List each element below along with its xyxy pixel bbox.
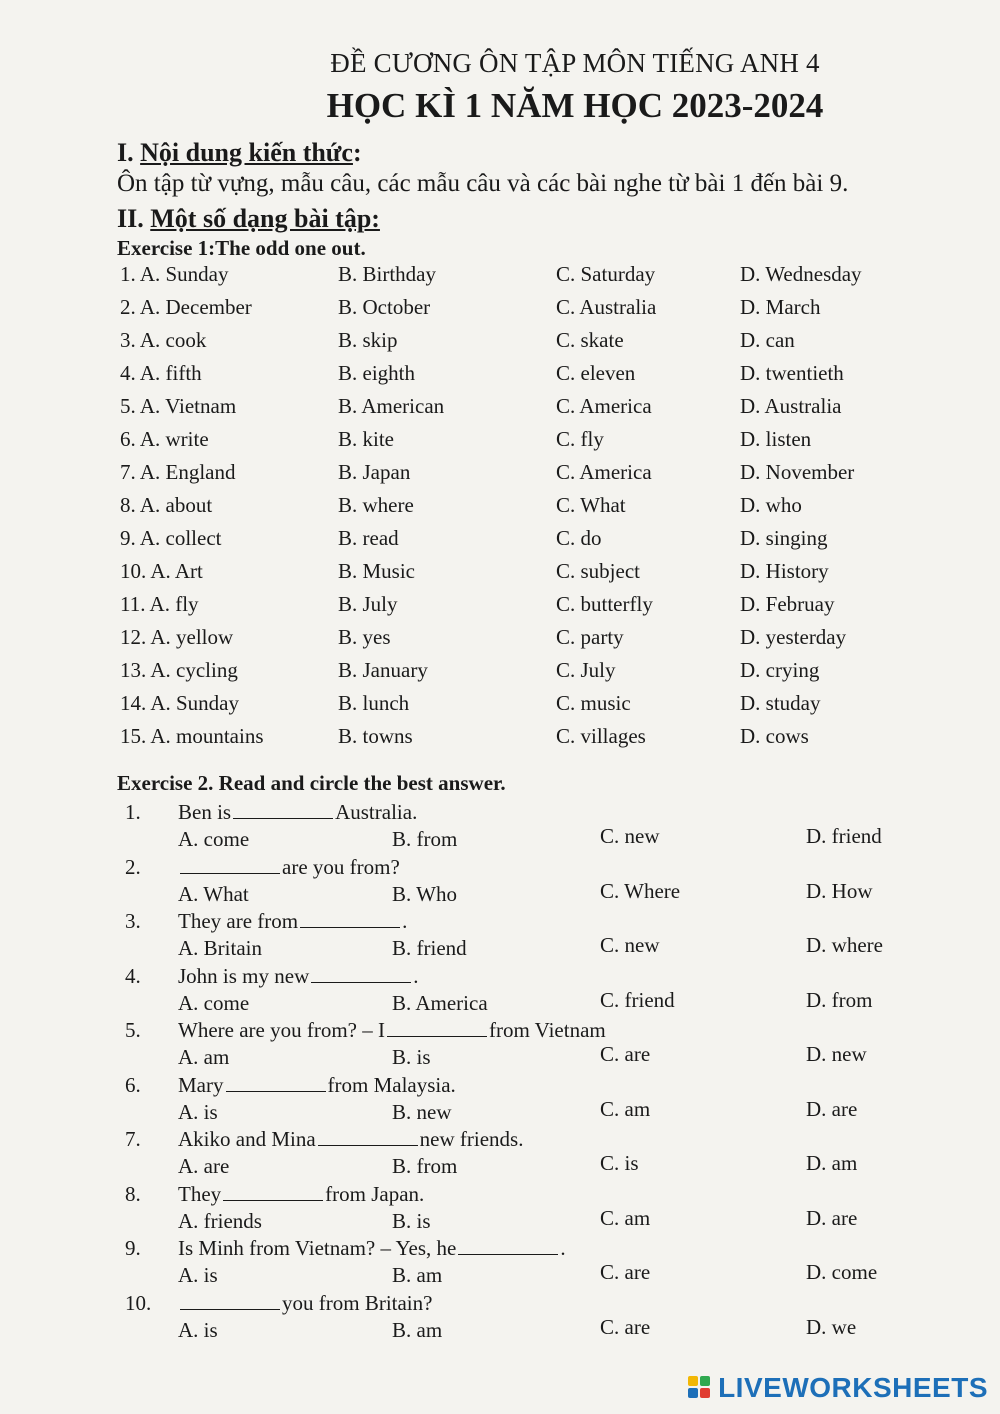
option-a[interactable]: 15. A. mountains [120, 724, 264, 748]
option-c[interactable]: C. July [556, 658, 616, 682]
option-c[interactable]: C. are [600, 1260, 651, 1284]
option-b[interactable]: B. from [392, 827, 458, 851]
question-text-after: from Vietnam [488, 1018, 606, 1042]
option-a[interactable]: 11. A. fly [120, 592, 199, 616]
option-d[interactable]: D. am [806, 1151, 858, 1175]
exercise-1-row [0, 295, 1000, 327]
option-d[interactable]: D. singing [740, 526, 828, 550]
option-c[interactable]: C. fly [556, 427, 604, 451]
option-b[interactable]: B. America [392, 990, 488, 1015]
option-c[interactable]: C. new [600, 824, 660, 848]
section-2-heading [117, 204, 380, 234]
exercise-1-row [0, 691, 1000, 723]
question-text-before: They [178, 1181, 222, 1206]
question-text-after: Australia. [335, 800, 418, 824]
question-number: 2. [125, 854, 141, 879]
option-b[interactable]: B. kite [338, 427, 394, 451]
question-stem [178, 1182, 424, 1207]
option-d[interactable]: D. listen [740, 427, 812, 451]
option-d[interactable]: D. Februay [740, 592, 835, 616]
option-b[interactable]: B. Birthday [338, 262, 436, 286]
option-a[interactable]: 4. A. fifth [120, 361, 202, 385]
exercise-2-title: Exercise 2. Read and circle the best answer. [117, 771, 506, 795]
logo-square-4 [700, 1388, 710, 1398]
exercise-1-row [0, 361, 1000, 393]
option-a[interactable]: A. is [178, 1099, 218, 1124]
option-c[interactable]: C. Where [600, 878, 681, 903]
option-b[interactable]: B. from [392, 1154, 458, 1178]
question-text-after: from Malaysia. [327, 1072, 456, 1097]
section-1-heading [117, 138, 362, 168]
option-b[interactable]: B. is [392, 1045, 431, 1069]
option-d[interactable]: D. crying [740, 658, 820, 682]
option-a[interactable]: 3. A. cook [120, 328, 207, 352]
option-a[interactable]: A. What [178, 881, 249, 906]
option-c[interactable]: C. villages [556, 724, 646, 748]
question-number: 6. [125, 1072, 141, 1097]
question-stem [178, 1236, 566, 1261]
question-text-before: They are from [178, 909, 299, 933]
option-c[interactable]: C. am [600, 1096, 651, 1121]
exercise-1-row [0, 658, 1000, 690]
question-text-before: John is my new [178, 963, 310, 988]
question-text-before: Where are you from? – I [178, 1018, 385, 1042]
option-b[interactable]: B. October [338, 295, 431, 319]
option-c[interactable]: C. America [556, 394, 652, 418]
section-1-colon: : [352, 138, 362, 167]
question-stem [178, 964, 419, 989]
option-b[interactable]: B. am [392, 1263, 443, 1287]
exercise-1-row [0, 493, 1000, 525]
answer-blank[interactable] [300, 913, 400, 928]
option-d[interactable]: D. November [740, 460, 855, 484]
answer-blank[interactable] [180, 859, 280, 874]
question-number: 8. [125, 1181, 141, 1206]
liveworksheets-logo [688, 1372, 988, 1404]
answer-blank[interactable] [180, 1295, 280, 1310]
option-c[interactable]: C. Australia [556, 295, 657, 319]
option-b[interactable]: B. friend [392, 936, 467, 960]
option-c[interactable]: C. Saturday [556, 262, 656, 286]
question-stem [178, 855, 400, 880]
option-a[interactable]: 9. A. collect [120, 526, 222, 550]
option-a[interactable]: 7. A. England [120, 460, 236, 484]
answer-blank[interactable] [233, 804, 333, 819]
exercise-1-row [0, 559, 1000, 591]
title-line-1: ĐỀ CƯƠNG ÔN TẬP MÔN TIẾNG ANH 4 [330, 48, 820, 78]
option-b[interactable]: B. Music [338, 559, 416, 583]
exercise-1-row [0, 394, 1000, 426]
option-a[interactable]: A. come [178, 990, 250, 1015]
answer-blank[interactable] [318, 1131, 418, 1146]
logo-square-1 [688, 1376, 698, 1386]
option-a[interactable]: A. friends [178, 1208, 262, 1233]
question-text-before: Mary [178, 1072, 224, 1097]
option-d[interactable]: D. How [806, 878, 873, 903]
option-b[interactable]: B. Who [392, 881, 457, 906]
exercise-1-row [0, 460, 1000, 492]
question-text-after: are you from? [282, 854, 400, 879]
exercise-1-row [0, 328, 1000, 360]
answer-blank[interactable] [223, 1186, 323, 1201]
option-c[interactable]: C. music [556, 691, 631, 715]
title-line-2: HỌC KÌ 1 NĂM HỌC 2023-2024 [326, 86, 824, 125]
question-stem [178, 1073, 456, 1098]
option-d[interactable]: D. new [806, 1042, 867, 1066]
option-b[interactable]: B. July [338, 592, 398, 616]
section-1-body: Ôn tập từ vựng, mẫu câu, các mẫu câu và các bài nghe từ bài 1 đến bài 9. [117, 170, 849, 197]
option-b[interactable]: B. January [338, 658, 428, 682]
question-number: 1. [125, 800, 141, 824]
option-d[interactable]: D. Australia [740, 394, 842, 418]
option-d[interactable]: D. from [806, 987, 873, 1012]
option-a[interactable]: A. come [178, 827, 250, 851]
exercise-1-row [0, 526, 1000, 558]
section-2-title: Một số dạng bài tập: [150, 204, 380, 233]
question-text-before: Is Minh from Vietnam? – Yes, he [178, 1236, 457, 1260]
question-stem [178, 1018, 606, 1043]
option-a[interactable]: 6. A. write [120, 427, 209, 451]
option-d[interactable]: D. History [740, 559, 829, 583]
question-text-after: . [413, 963, 419, 988]
option-d[interactable]: D. studay [740, 691, 821, 715]
option-a[interactable]: 14. A. Sunday [120, 691, 240, 715]
exercise-1-row [0, 724, 1000, 756]
question-stem [178, 1127, 523, 1152]
option-c[interactable]: C. do [556, 526, 602, 550]
liveworksheets-logo-icon [688, 1376, 712, 1400]
question-number: 9. [125, 1236, 141, 1260]
exercise-1-row [0, 625, 1000, 657]
option-d[interactable]: D. yesterday [740, 625, 847, 649]
option-b[interactable]: B. eighth [338, 361, 415, 385]
answer-blank[interactable] [387, 1022, 487, 1037]
option-d[interactable]: D. we [806, 1314, 857, 1339]
question-stem [178, 909, 407, 934]
option-a[interactable]: 12. A. yellow [120, 625, 234, 649]
option-d[interactable]: D. cows [740, 724, 809, 748]
option-a[interactable]: A. Britain [178, 936, 262, 960]
option-d[interactable]: D. can [740, 328, 795, 352]
option-d[interactable]: D. where [806, 933, 883, 957]
question-stem [178, 1291, 432, 1316]
option-a[interactable]: A. is [178, 1317, 218, 1342]
option-b[interactable]: B. yes [338, 625, 391, 649]
option-d[interactable]: D. twentieth [740, 361, 844, 385]
option-c[interactable]: C. friend [600, 987, 675, 1012]
exercise-1-title: Exercise 1:The odd one out. [117, 236, 366, 260]
question-text-after: . [560, 1236, 566, 1260]
option-b[interactable]: B. Japan [338, 460, 411, 484]
option-b[interactable]: B. read [338, 526, 399, 550]
option-b[interactable]: B. is [392, 1208, 431, 1233]
question-number: 10. [125, 1290, 152, 1315]
logo-square-3 [688, 1388, 698, 1398]
logo-square-2 [700, 1376, 710, 1386]
option-c[interactable]: C. subject [556, 559, 640, 583]
section-2-number: II. [117, 204, 144, 233]
exercise-1-row [0, 427, 1000, 459]
question-number: 3. [125, 909, 141, 933]
option-c[interactable]: C. party [556, 625, 624, 649]
option-d[interactable]: D. are [806, 1205, 858, 1230]
option-d[interactable]: D. come [806, 1260, 878, 1284]
option-a[interactable]: 8. A. about [120, 493, 213, 517]
option-b[interactable]: B. new [392, 1099, 452, 1124]
answer-blank[interactable] [226, 1077, 326, 1092]
option-a[interactable]: 5. A. Vietnam [120, 394, 237, 418]
option-c[interactable]: C. butterfly [556, 592, 653, 616]
question-stem [178, 800, 417, 825]
question-number: 5. [125, 1018, 141, 1042]
question-text-after: . [402, 909, 408, 933]
option-b[interactable]: B. towns [338, 724, 413, 748]
option-d[interactable]: D. are [806, 1096, 858, 1121]
option-b[interactable]: B. where [338, 493, 414, 517]
option-c[interactable]: C. are [600, 1314, 651, 1339]
exercise-1-row [0, 262, 1000, 294]
option-d[interactable]: D. friend [806, 824, 882, 848]
option-a[interactable]: A. are [178, 1154, 230, 1178]
option-b[interactable]: B. skip [338, 328, 398, 352]
section-1-number: I. [117, 138, 134, 167]
option-a[interactable]: 1. A. Sunday [120, 262, 229, 286]
option-d[interactable]: D. Wednesday [740, 262, 862, 286]
answer-blank[interactable] [311, 968, 411, 983]
option-c[interactable]: C. America [556, 460, 652, 484]
question-text-before: Ben is [178, 800, 232, 824]
option-c[interactable]: C. skate [556, 328, 624, 352]
option-c[interactable]: C. are [600, 1042, 651, 1066]
liveworksheets-brand-name: LIVEWORKSHEETS [718, 1372, 988, 1403]
option-c[interactable]: C. is [600, 1151, 639, 1175]
question-number: 7. [125, 1127, 141, 1151]
option-c[interactable]: C. What [556, 493, 626, 517]
answer-blank[interactable] [458, 1240, 558, 1255]
option-a[interactable]: 10. A. Art [120, 559, 203, 583]
option-c[interactable]: C. eleven [556, 361, 636, 385]
question-text-after: you from Britain? [282, 1290, 433, 1315]
question-text-before: Akiko and Mina [178, 1127, 316, 1151]
option-b[interactable]: B. am [392, 1317, 443, 1342]
section-1-title: Nội dung kiến thức [140, 138, 353, 167]
option-b[interactable]: B. lunch [338, 691, 410, 715]
question-text-after: from Japan. [325, 1181, 425, 1206]
option-c[interactable]: C. new [600, 933, 660, 957]
question-text-after: new friends. [419, 1127, 524, 1151]
option-c[interactable]: C. am [600, 1205, 651, 1230]
option-a[interactable]: 13. A. cycling [120, 658, 238, 682]
option-d[interactable]: D. March [740, 295, 821, 319]
option-a[interactable]: 2. A. December [120, 295, 252, 319]
option-a[interactable]: A. is [178, 1263, 218, 1287]
exercise-1-row [0, 592, 1000, 624]
option-d[interactable]: D. who [740, 493, 802, 517]
option-a[interactable]: A. am [178, 1045, 230, 1069]
option-b[interactable]: B. American [338, 394, 445, 418]
question-number: 4. [125, 963, 141, 988]
